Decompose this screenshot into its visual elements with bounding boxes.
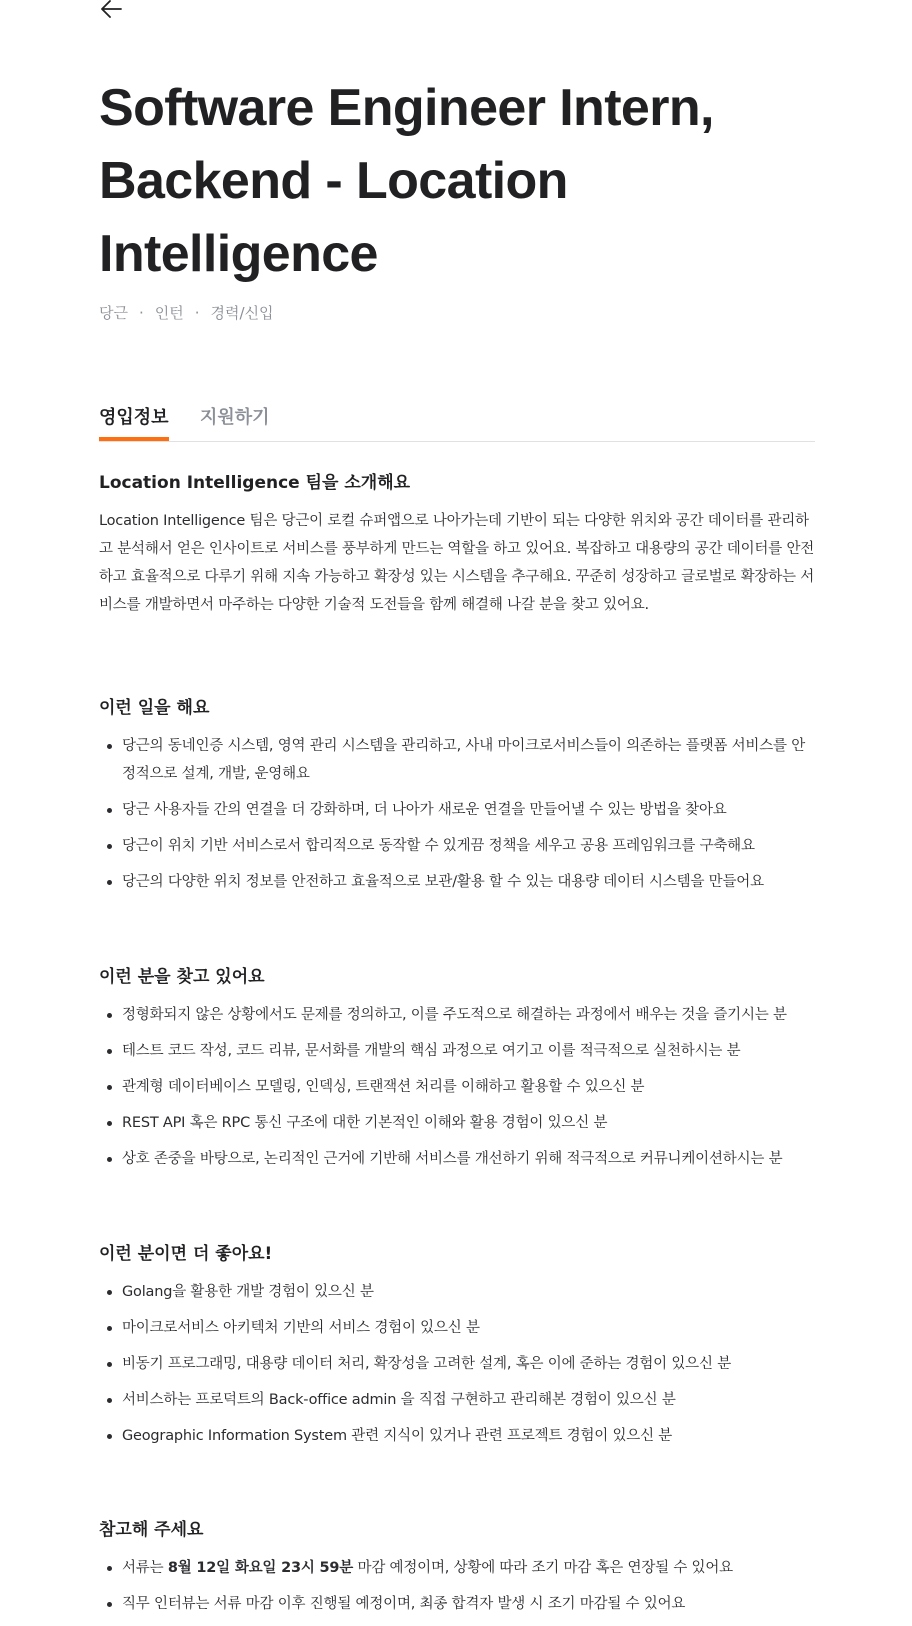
bullet-icon [107, 1434, 112, 1439]
list-item: 마이크로서비스 아키텍처 기반의 서비스 경험이 있으신 분 [99, 1314, 815, 1342]
bullet-icon [107, 1085, 112, 1090]
job-title: Software Engineer Intern, Backend - Location Intelligence [99, 79, 714, 283]
bullet-icon [107, 1121, 112, 1126]
section-heading: 이런 일을 해요 [99, 698, 210, 718]
arrow-left-icon [99, 0, 125, 24]
notes-list [99, 1554, 815, 1618]
section-requirements [99, 965, 815, 1181]
duties-list [99, 732, 815, 896]
list-item: 상호 존중을 바탕으로, 논리적인 근거에 기반해 서비스를 개선하기 위해 적극적으로 커뮤니케이션하시는 분 [99, 1145, 815, 1173]
bullet-icon [107, 844, 112, 849]
bullet-icon [107, 808, 112, 813]
list-item: 서류는 8월 12일 화요일 23시 59분 마감 예정이며, 상황에 따라 조기 마감 혹은 연장될 수 있어요 [99, 1554, 815, 1582]
tab-job-info[interactable]: 영입정보 [99, 407, 169, 428]
employment-type: 인턴 [154, 304, 184, 322]
bullet-icon [107, 1326, 112, 1331]
list-item: 당근의 동네인증 시스템, 영역 관리 시스템을 관리하고, 사내 마이크로서비스들이 의존하는 플랫폼 서비스를 안정적으로 설계, 개발, 운영해요 [99, 732, 815, 788]
section-intro [99, 471, 815, 619]
requirements-list [99, 1001, 815, 1173]
job-meta [99, 302, 274, 323]
bullet-icon [107, 1398, 112, 1403]
list-item: 당근의 다양한 위치 정보를 안전하고 효율적으로 보관/활용 할 수 있는 대용량 데이터 시스템을 만들어요 [99, 868, 815, 896]
meta-separator: · [194, 304, 200, 322]
bullet-icon [107, 1049, 112, 1054]
list-item: Geographic Information System 관련 지식이 있거나 관련 프로젝트 경험이 있으신 분 [99, 1422, 815, 1450]
experience-level: 경력/신입 [210, 304, 274, 322]
company-name: 당근 [99, 304, 128, 322]
list-item: 관계형 데이터베이스 모델링, 인덱싱, 트랜잭션 처리를 이해하고 활용할 수 있으신 분 [99, 1073, 815, 1101]
bullet-icon [107, 1602, 112, 1607]
bullet-icon [107, 1362, 112, 1367]
list-item: REST API 혹은 RPC 통신 구조에 대한 기본적인 이해와 활용 경험이 있으신 분 [99, 1109, 815, 1137]
active-tab-indicator [99, 437, 169, 441]
section-duties [99, 696, 815, 904]
deadline-date: 8월 12일 화요일 23시 59분 [167, 1560, 354, 1576]
tab-bar [99, 400, 815, 442]
section-notes [99, 1518, 815, 1626]
list-item: 직무 인터뷰는 서류 마감 이후 진행될 예정이며, 최종 합격자 발생 시 조기 마감될 수 있어요 [99, 1590, 815, 1618]
tab-apply[interactable]: 지원하기 [200, 407, 270, 428]
preferred-list [99, 1278, 815, 1450]
section-heading: 이런 분이면 더 좋아요! [99, 1244, 273, 1264]
list-item: Golang을 활용한 개발 경험이 있으신 분 [99, 1278, 815, 1306]
bullet-icon [107, 1290, 112, 1295]
list-item: 비동기 프로그래밍, 대용량 데이터 처리, 확장성을 고려한 설계, 혹은 이에 준하는 경험이 있으신 분 [99, 1350, 815, 1378]
section-heading: 참고해 주세요 [99, 1520, 204, 1540]
list-item: 정형화되지 않은 상황에서도 문제를 정의하고, 이를 주도적으로 해결하는 과정에서 배우는 것을 즐기시는 분 [99, 1001, 815, 1029]
bullet-icon [107, 1013, 112, 1018]
list-item: 당근이 위치 기반 서비스로서 합리적으로 동작할 수 있게끔 정책을 세우고 공용 프레임워크를 구축해요 [99, 832, 815, 860]
list-item: 서비스하는 프로덕트의 Back-office admin 을 직접 구현하고 관리해본 경험이 있으신 분 [99, 1386, 815, 1414]
section-heading: Location Intelligence 팀을 소개해요 [99, 473, 411, 493]
section-heading: 이런 분을 찾고 있어요 [99, 967, 265, 987]
bullet-icon [107, 1157, 112, 1162]
list-item: 테스트 코드 작성, 코드 리뷰, 문서화를 개발의 핵심 과정으로 여기고 이를 적극적으로 실천하시는 분 [99, 1037, 815, 1065]
bullet-icon [107, 744, 112, 749]
back-button[interactable] [99, 0, 125, 24]
meta-separator: · [138, 304, 144, 322]
bullet-icon [107, 880, 112, 885]
bullet-icon [107, 1566, 112, 1571]
list-item: 당근 사용자들 간의 연결을 더 강화하며, 더 나아가 새로운 연결을 만들어낼 수 있는 방법을 찾아요 [99, 796, 815, 824]
section-preferred [99, 1242, 815, 1458]
intro-paragraph: Location Intelligence 팀은 당근이 로컬 슈퍼앱으로 나아가는데 기반이 되는 다양한 위치와 공간 데이터를 관리하고 분석해서 얻은 인사이트로 서비스를 풍부하게 만드는 역할을 하고 있어요. 복잡하고 대용량의 공간 데이터를 안전하고 효율적으로 다루기 위해 지속 가능하고 확장성 있는 시스템을 추구해요. 꾸준히 성장하고 글로벌로 확장하는 서비스를 개발하면서 마주하는 다양한 기술적 도전들을 함께 해결해 나갈 분을 찾고 있어요. [99, 513, 815, 613]
